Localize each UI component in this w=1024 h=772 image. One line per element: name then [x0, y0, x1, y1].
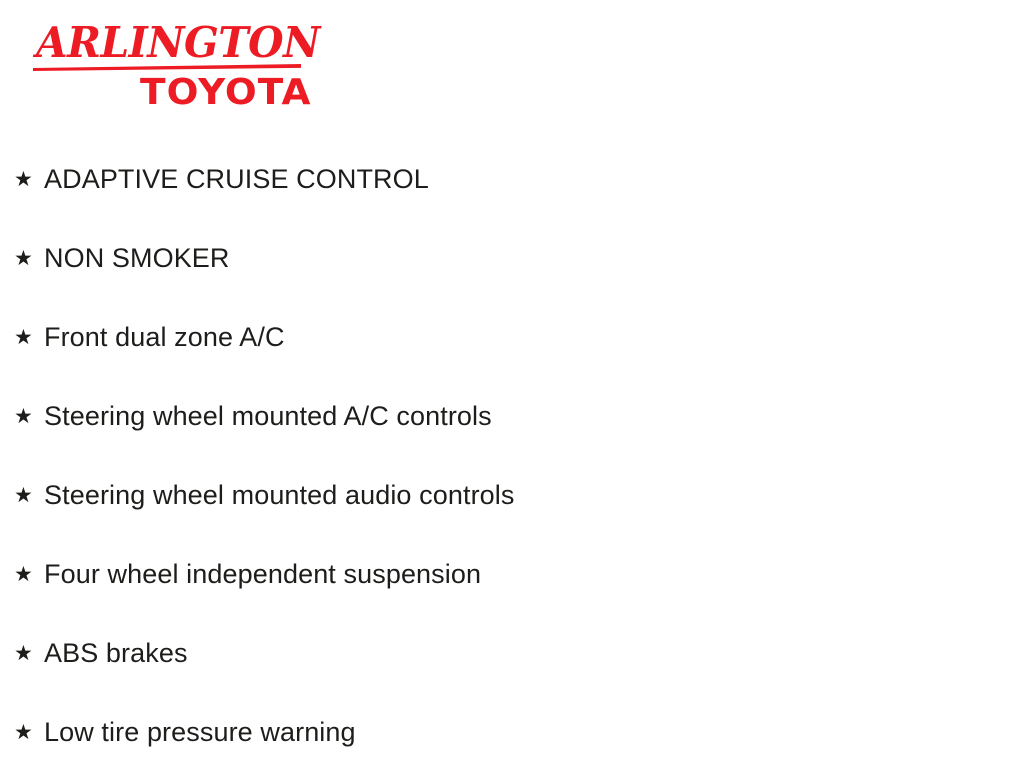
- star-bullet-icon: ★: [14, 247, 33, 270]
- list-item-label: Steering wheel mounted audio controls: [44, 480, 515, 510]
- feature-list: [0, 140, 1024, 772]
- logo-toyota-text: TOYOTA: [140, 72, 312, 113]
- star-bullet-icon: ★: [14, 721, 33, 744]
- list-item-label: Low tire pressure warning: [44, 717, 356, 747]
- list-item: [0, 693, 1024, 772]
- list-item: [0, 377, 1024, 456]
- list-item-label: Steering wheel mounted A/C controls: [44, 401, 492, 431]
- arlington-toyota-logo: [30, 18, 320, 118]
- star-bullet-icon: ★: [14, 563, 33, 586]
- star-bullet-icon: ★: [14, 326, 33, 349]
- star-bullet-icon: ★: [14, 168, 33, 191]
- list-item: [0, 614, 1024, 693]
- star-bullet-icon: ★: [14, 642, 33, 665]
- list-item-label: NON SMOKER: [44, 243, 230, 273]
- logo-wordmark: [30, 18, 320, 76]
- list-item-label: Front dual zone A/C: [44, 322, 285, 352]
- list-item: [0, 535, 1024, 614]
- logo-brand-text: ARLINGTON: [36, 18, 320, 67]
- star-bullet-icon: ★: [14, 484, 33, 507]
- list-item: [0, 219, 1024, 298]
- list-item: [0, 298, 1024, 377]
- list-item-label: Four wheel independent suspension: [44, 559, 482, 589]
- list-item-label: ADAPTIVE CRUISE CONTROL: [44, 164, 429, 194]
- star-bullet-icon: ★: [14, 405, 33, 428]
- logo-sub-wordmark: [140, 73, 320, 117]
- list-item-label: ABS brakes: [44, 638, 188, 668]
- list-item: [0, 140, 1024, 219]
- list-item: [0, 456, 1024, 535]
